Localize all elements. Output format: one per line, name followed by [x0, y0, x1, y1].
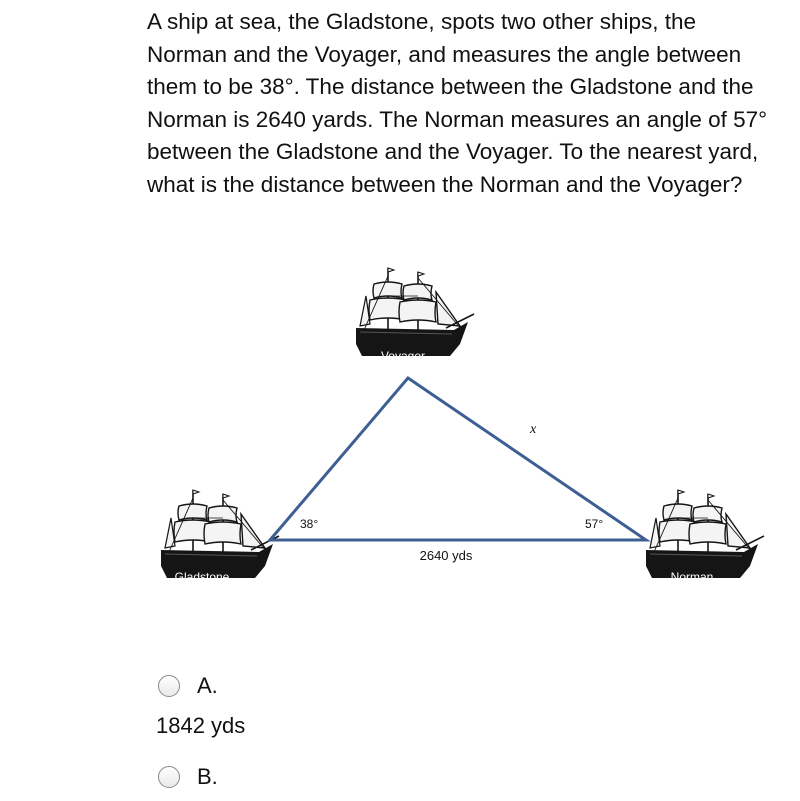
option-a[interactable] — [158, 673, 218, 699]
base-length-label: 2640 yds — [419, 548, 473, 563]
voyager-label: Voyager — [380, 349, 426, 363]
gladstone-label: Gladstone — [174, 570, 230, 584]
option-a-letter: A. — [197, 673, 218, 698]
voyager-ship-icon — [356, 268, 474, 356]
triangle-outline — [270, 378, 646, 540]
unknown-side-label: x — [530, 422, 537, 437]
option-a-radio[interactable] — [158, 675, 180, 697]
option-b-radio[interactable] — [158, 766, 180, 788]
norman-label: Norman — [670, 570, 714, 584]
gladstone-ship-icon — [161, 490, 279, 578]
norman-ship-icon — [646, 490, 764, 578]
angle-gladstone-label: 38° — [300, 517, 319, 531]
option-a-text: 1842 yds — [156, 713, 246, 738]
option-b-letter: B. — [197, 764, 218, 789]
option-b[interactable] — [158, 764, 218, 790]
angle-norman-label: 57° — [585, 517, 604, 531]
question-text: A ship at sea, the Gladstone, spots two other ships, the Norman and the Voyager, and measures the angle between them to be 38°. The distance between the Gladstone and the Norman is 2640 yards. The Norman measures an angle of 57° between the Gladstone and the Voyager. To the nearest yard, what is the distance between the Norman and the Voyager? — [147, 9, 768, 197]
